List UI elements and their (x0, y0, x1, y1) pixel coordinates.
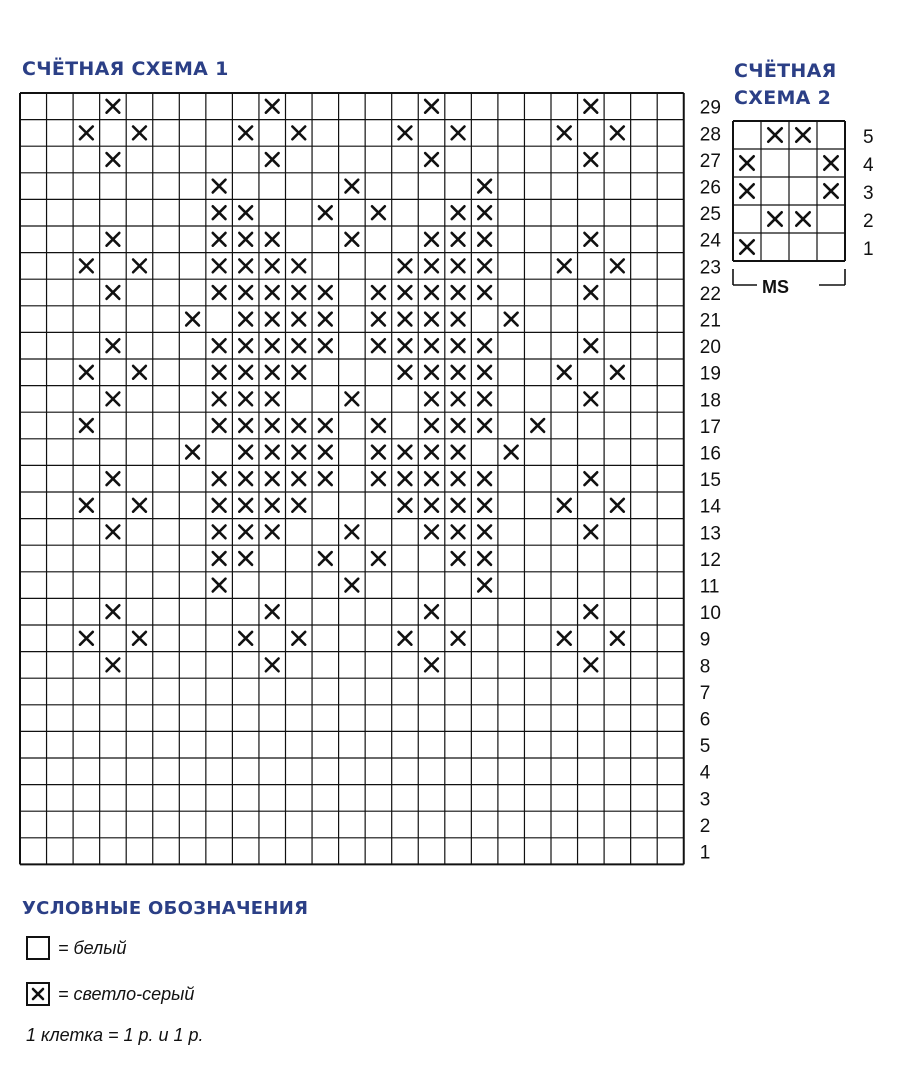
chart1-cross (584, 659, 597, 672)
chart1-cross (478, 366, 491, 379)
chart1-cross (239, 419, 252, 432)
legend-label-white: = белый (58, 937, 127, 958)
legend-label-light-grey: = светло-серый (58, 983, 195, 1004)
chart1-row-number: 15 (699, 470, 721, 492)
chart1-row-number: 21 (699, 310, 721, 332)
chart1-cross (584, 393, 597, 406)
chart1-cross (266, 393, 279, 406)
chart1-cross (213, 579, 226, 592)
chart1-cross (266, 472, 279, 485)
chart1-cross (399, 339, 412, 352)
chart1-cross (266, 605, 279, 618)
chart1-cross (584, 472, 597, 485)
chart1-cross (425, 526, 438, 539)
chart2-cross (740, 240, 753, 253)
chart2-title-line1: СЧЁТНАЯ (734, 60, 837, 82)
chart1-row-number: 20 (699, 337, 721, 359)
chart2-cross (740, 184, 753, 197)
chart1-cross (213, 339, 226, 352)
chart1-row-number: 19 (699, 363, 721, 385)
chart1-cross (80, 419, 93, 432)
chart1-cross (611, 499, 624, 512)
chart1-cross (425, 419, 438, 432)
chart1-cross (452, 526, 465, 539)
chart2-title-line2: СХЕМА 2 (734, 87, 832, 109)
chart1-row-number: 1 (699, 842, 711, 864)
chart1-row-number: 25 (699, 204, 721, 226)
chart1-cross (239, 446, 252, 459)
chart1-cross (372, 472, 385, 485)
chart1-cross (292, 499, 305, 512)
chart1-cross (239, 472, 252, 485)
chart1-row-number: 6 (699, 709, 711, 731)
chart1-cross (425, 659, 438, 672)
chart1-row-number: 29 (699, 97, 721, 119)
chart1-cross (213, 552, 226, 565)
chart1-cross (399, 632, 412, 645)
chart1-cross (107, 339, 120, 352)
chart1-row-number: 26 (699, 177, 721, 199)
chart1-cross (611, 366, 624, 379)
chart1-cross (292, 419, 305, 432)
chart1-cross (478, 393, 491, 406)
chart1-cross (372, 419, 385, 432)
chart1-cross (531, 419, 544, 432)
chart1-cross (372, 552, 385, 565)
chart1-row-number: 8 (699, 656, 711, 678)
legend-title: УСЛОВНЫЕ ОБОЗНАЧЕНИЯ (22, 898, 309, 919)
chart2-grid (0, 0, 910, 320)
chart1-cross (452, 339, 465, 352)
chart1-cross (80, 632, 93, 645)
cross-icon (30, 986, 46, 1002)
legend-item-white (26, 936, 126, 960)
chart1-row-number: 10 (699, 603, 721, 625)
chart1-row-number: 7 (699, 682, 711, 704)
chart1-cross (452, 446, 465, 459)
chart1-row-number: 9 (699, 629, 711, 651)
chart2-row-number: 5 (863, 126, 874, 148)
chart1-cross (213, 526, 226, 539)
chart1-row-number: 16 (699, 443, 721, 465)
chart1-cross (425, 366, 438, 379)
chart1-cross (213, 472, 226, 485)
chart1-row-number: 24 (699, 230, 721, 252)
chart1-cross (292, 366, 305, 379)
chart1-cross (186, 446, 199, 459)
chart1-cross (478, 419, 491, 432)
chart1-cross (452, 552, 465, 565)
chart1-title: СЧЁТНАЯ СХЕМА 1 (22, 58, 229, 80)
gauge-note: 1 клетка = 1 р. и 1 р. (26, 1025, 204, 1045)
chart1-cross (478, 499, 491, 512)
chart2-cross (768, 212, 781, 225)
chart1-cross (239, 526, 252, 539)
chart1-cross (266, 419, 279, 432)
chart1-row-number: 2 (699, 815, 711, 837)
chart2-cross (824, 156, 837, 169)
chart1-cross (266, 339, 279, 352)
chart1-cross (107, 526, 120, 539)
chart1-cross (107, 472, 120, 485)
chart1-row-number: 5 (699, 736, 711, 758)
chart1-cross (558, 499, 571, 512)
chart1-cross (80, 499, 93, 512)
chart1-cross (452, 419, 465, 432)
ms-label: MS (762, 277, 789, 297)
chart2-row-number: 4 (863, 154, 874, 176)
chart1-cross (239, 632, 252, 645)
chart2-cross (796, 212, 809, 225)
chart1-cross (292, 339, 305, 352)
chart1-row-number: 27 (699, 150, 721, 172)
chart1-cross (372, 446, 385, 459)
chart2-cross (740, 156, 753, 169)
chart1-row-number: 3 (699, 789, 711, 811)
chart1-cross (266, 366, 279, 379)
chart1-cross (478, 552, 491, 565)
chart1-cross (239, 393, 252, 406)
repeat-bracket (733, 269, 845, 285)
chart1-row-number: 23 (699, 257, 721, 279)
chart1-cross (478, 472, 491, 485)
chart1-cross (133, 366, 146, 379)
chart1-cross (452, 472, 465, 485)
chart1-row-number: 28 (699, 124, 721, 146)
chart2-row-number: 3 (863, 182, 874, 204)
chart1-cross (346, 393, 359, 406)
chart1-cross (107, 605, 120, 618)
chart1-cross (239, 366, 252, 379)
chart1-cross (319, 339, 332, 352)
chart1-cross (80, 366, 93, 379)
chart1-cross (478, 339, 491, 352)
chart1-cross (399, 446, 412, 459)
chart1-cross (239, 552, 252, 565)
chart1-cross (425, 393, 438, 406)
chart1-cross (319, 472, 332, 485)
chart1-cross (425, 499, 438, 512)
chart1-row-number: 17 (699, 416, 721, 438)
chart1-cross (399, 499, 412, 512)
chart1-cross (584, 339, 597, 352)
chart1-row-number: 14 (699, 496, 721, 518)
legend-item-light-grey (26, 982, 194, 1006)
chart1-cross (239, 499, 252, 512)
chart1-cross (452, 499, 465, 512)
chart1-cross (213, 419, 226, 432)
chart1-cross (213, 366, 226, 379)
chart1-cross (213, 499, 226, 512)
chart1-cross (399, 366, 412, 379)
chart2-row-number: 2 (863, 210, 874, 232)
chart1-row-number: 13 (699, 523, 721, 545)
chart1-cross (346, 579, 359, 592)
chart1-cross (425, 446, 438, 459)
chart1-row-number: 18 (699, 390, 721, 412)
chart1-cross (505, 446, 518, 459)
chart1-cross (584, 526, 597, 539)
chart1-cross (292, 472, 305, 485)
chart2-cross (768, 128, 781, 141)
chart1-cross (107, 659, 120, 672)
chart2-cross (796, 128, 809, 141)
chart1-cross (425, 472, 438, 485)
chart1-cross (239, 339, 252, 352)
chart1-cross (399, 472, 412, 485)
chart1-cross (319, 552, 332, 565)
chart1-cross (478, 526, 491, 539)
white-swatch (26, 936, 50, 960)
chart1-cross (266, 526, 279, 539)
chart1-cross (425, 339, 438, 352)
chart1-cross (107, 393, 120, 406)
chart1-cross (346, 526, 359, 539)
light-grey-swatch (26, 982, 50, 1006)
chart1-cross (372, 339, 385, 352)
chart1-cross (558, 632, 571, 645)
chart1-cross (133, 499, 146, 512)
chart1-cross (452, 393, 465, 406)
chart1-cross (266, 446, 279, 459)
chart1-cross (292, 446, 305, 459)
chart1-cross (292, 632, 305, 645)
chart1-cross (319, 419, 332, 432)
chart1-row-number: 4 (699, 762, 711, 784)
chart1-cross (452, 366, 465, 379)
chart1-cross (611, 632, 624, 645)
chart2-row-number: 1 (863, 238, 874, 260)
chart1-row-number: 22 (699, 283, 721, 305)
chart2-cross (824, 184, 837, 197)
chart1-row-number: 12 (699, 549, 721, 571)
chart1-cross (452, 632, 465, 645)
chart1-cross (558, 366, 571, 379)
chart1-row-number: 11 (699, 576, 720, 598)
chart1-cross (266, 659, 279, 672)
chart1-cross (319, 446, 332, 459)
chart1-cross (133, 632, 146, 645)
chart1-cross (478, 579, 491, 592)
chart1-cross (425, 605, 438, 618)
chart1-cross (213, 393, 226, 406)
chart1-cross (266, 499, 279, 512)
chart1-cross (584, 605, 597, 618)
